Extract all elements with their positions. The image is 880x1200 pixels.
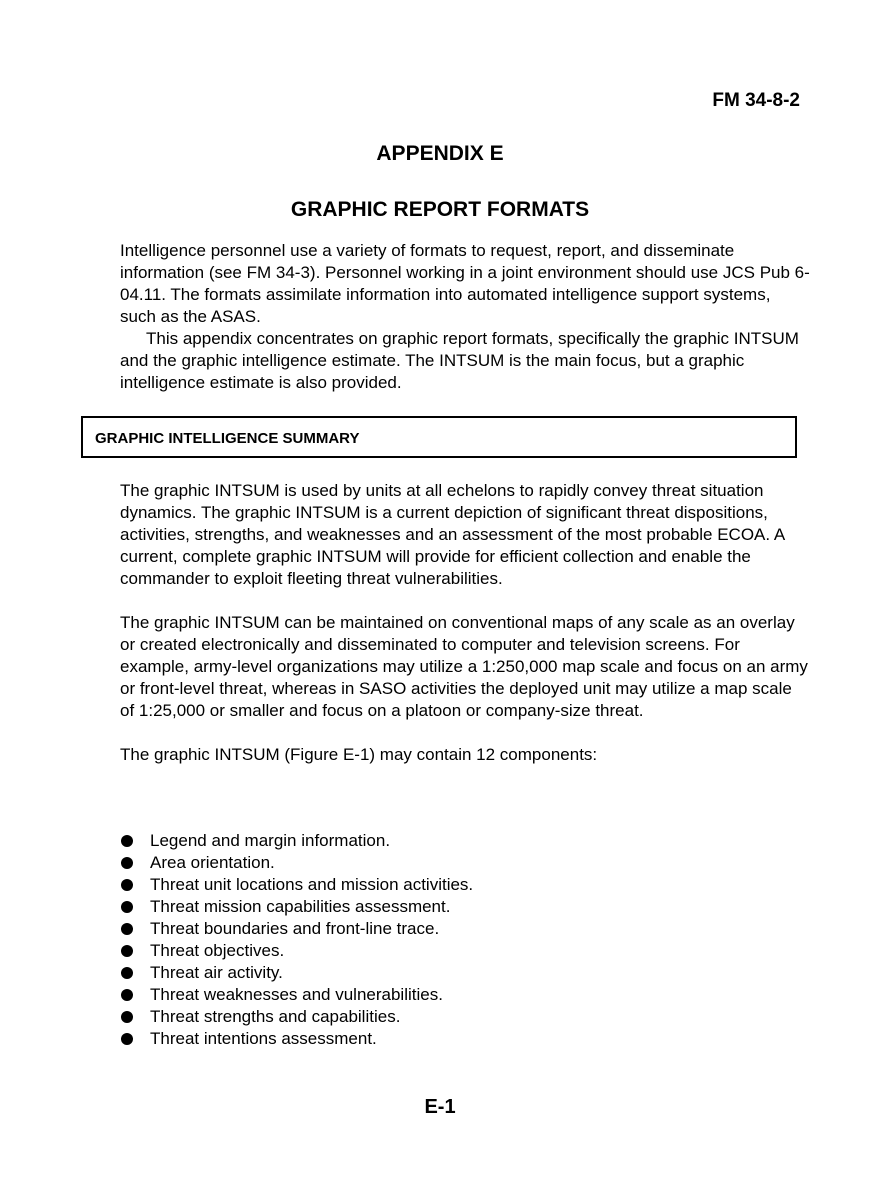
list-item-text: Threat mission capabilities assessment. <box>150 897 451 916</box>
bullet-icon <box>121 945 133 957</box>
list-item <box>120 1006 810 1028</box>
bullet-icon <box>121 923 133 935</box>
section-heading-box <box>81 416 797 458</box>
bullet-icon <box>121 989 133 1001</box>
list-item-text: Threat intentions assessment. <box>150 1029 377 1048</box>
intro-paragraph-2: This appendix concentrates on graphic report formats, specifically the graphic INTSUM and the graphic intelligence estimate. The INTSUM is the main focus, but a graphic intelligence estimate is also provided. <box>120 329 799 392</box>
bullet-icon <box>121 901 133 913</box>
bullet-icon <box>121 967 133 979</box>
list-item <box>120 962 810 984</box>
page-number: E-1 <box>424 1096 456 1118</box>
list-item-text: Area orientation. <box>150 853 275 872</box>
intro-paragraph-1: Intelligence personnel use a variety of formats to request, report, and disseminate information (see FM 34-3). Personnel working in a joint environment should use JCS Pub 6-04.11. The formats assimilate information into automated intelligence support systems, such as the ASAS. <box>120 241 810 326</box>
list-item-text: Legend and margin information. <box>150 831 391 850</box>
list-item <box>120 984 810 1006</box>
document-id: FM 34-8-2 <box>712 90 800 111</box>
list-item <box>120 940 810 962</box>
list-item <box>120 852 810 874</box>
body-paragraph-2: The graphic INTSUM can be maintained on conventional maps of any scale as an overlay or created electronically and disseminated to computer and television screens. For example, army-level organizations may utilize a 1:250,000 map scale and focus on an army or front-level threat, whereas in SASO activities the deployed unit may utilize a map scale of 1:25,000 or smaller and focus on a platoon or company-size threat. <box>120 613 808 720</box>
body-paragraph-3: The graphic INTSUM (Figure E-1) may contain 12 components: <box>120 745 598 764</box>
list-item <box>120 896 810 918</box>
appendix-subtitle: GRAPHIC REPORT FORMATS <box>290 198 590 221</box>
intro-text <box>120 240 810 394</box>
list-item-text: Threat unit locations and mission activities. <box>150 875 474 894</box>
section-body <box>120 480 810 788</box>
component-list <box>120 830 810 1050</box>
body-paragraph-1: The graphic INTSUM is used by units at all echelons to rapidly convey threat situation dynamics. The graphic INTSUM is a current depiction of significant threat dispositions, activities, strengths, and weaknesses and an assessment of the most probable ECOA. A current, complete graphic INTSUM will provide for efficient collection and enable the commander to exploit fleeting threat vulnerabilities. <box>120 481 785 588</box>
list-item <box>120 918 810 940</box>
list-item-text: Threat strengths and capabilities. <box>150 1007 401 1026</box>
list-item-text: Threat boundaries and front-line trace. <box>150 919 440 938</box>
list-item <box>120 1028 810 1050</box>
list-item <box>120 830 810 852</box>
list-item-text: Threat objectives. <box>150 941 285 960</box>
bullet-icon <box>121 835 133 847</box>
list-item-text: Threat air activity. <box>150 963 283 982</box>
bullet-icon <box>121 1011 133 1023</box>
bullet-icon <box>121 879 133 891</box>
section-heading: GRAPHIC INTELLIGENCE SUMMARY <box>95 430 360 447</box>
list-item <box>120 874 810 896</box>
appendix-title: APPENDIX E <box>376 142 504 165</box>
bullet-icon <box>121 1033 133 1045</box>
list-item-text: Threat weaknesses and vulnerabilities. <box>150 985 443 1004</box>
bullet-icon <box>121 857 133 869</box>
